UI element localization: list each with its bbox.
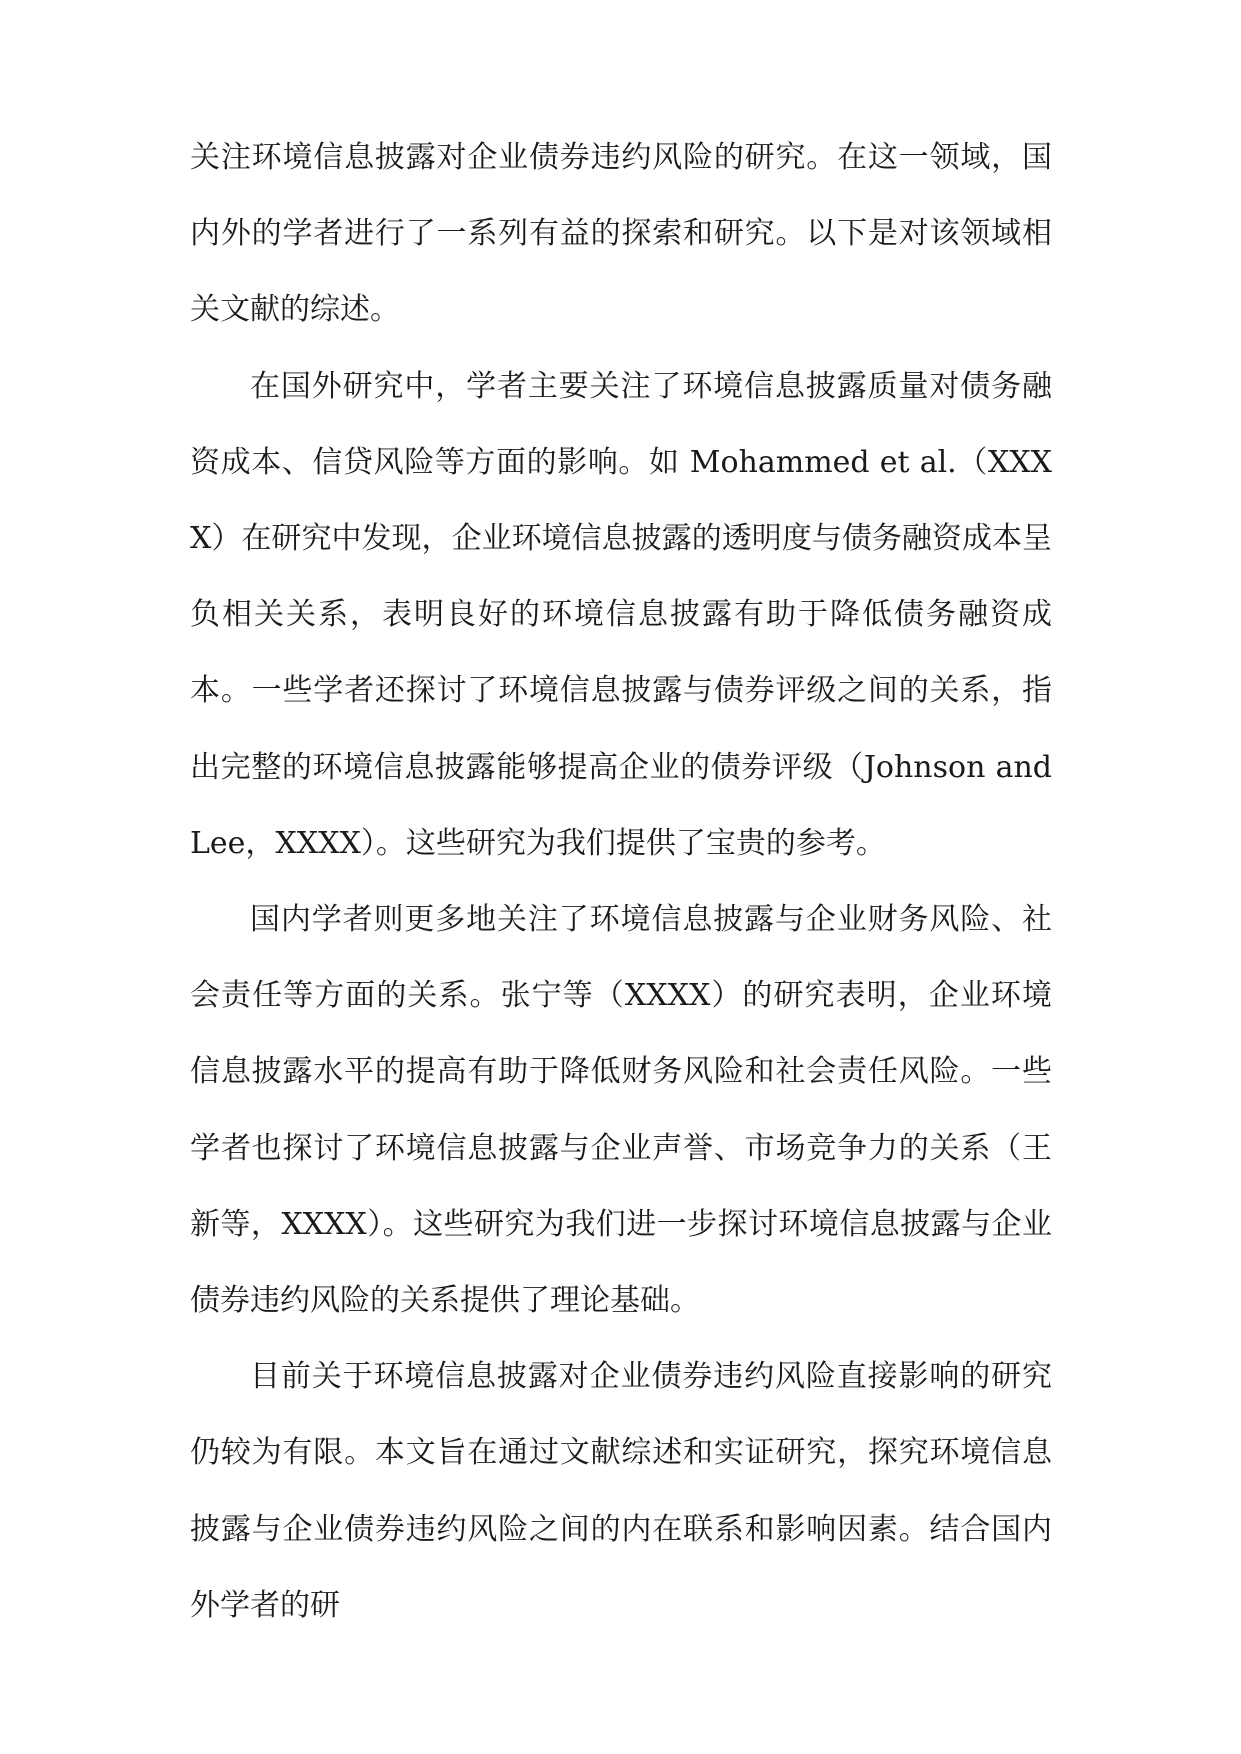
paragraph-2: 在国外研究中，学者主要关注了环境信息披露质量对债务融资成本、信贷风险等方面的影响。如 Mohammed et al.（XXXX）在研究中发现，企业环境信息披露的透明度与债务融资成本呈负相关关系，表明良好的环境信息披露有助于降低债务融资成本。一些学者还探讨了环境信息披露与债券评级之间的关系，指出完整的环境信息披露能够提高企业的债券评级（Johnson and Lee，XXXX）。这些研究为我们提供了宝贵的参考。 bbox=[190, 368, 1052, 861]
paragraph-3: 国内学者则更多地关注了环境信息披露与企业财务风险、社会责任等方面的关系。张宁等（XXXX）的研究表明，企业环境信息披露水平的提高有助于降低财务风险和社会责任风险。一些学者也探讨了环境信息披露与企业声誉、市场竞争力的关系（王新等，XXXX）。这些研究为我们进一步探讨环境信息披露与企业债券违约风险的关系提供了理论基础。 bbox=[190, 902, 1052, 1319]
paragraph-1: 关注环境信息披露对企业债券违约风险的研究。在这一领域，国内外的学者进行了一系列有益的探索和研究。以下是对该领域相关文献的综述。 bbox=[190, 140, 1052, 328]
paragraph-4: 目前关于环境信息披露对企业债券违约风险直接影响的研究仍较为有限。本文旨在通过文献综述和实证研究，探究环境信息披露与企业债券违约风险之间的内在联系和影响因素。结合国内外学者的研 bbox=[190, 1359, 1052, 1623]
body-text bbox=[190, 120, 1052, 1644]
